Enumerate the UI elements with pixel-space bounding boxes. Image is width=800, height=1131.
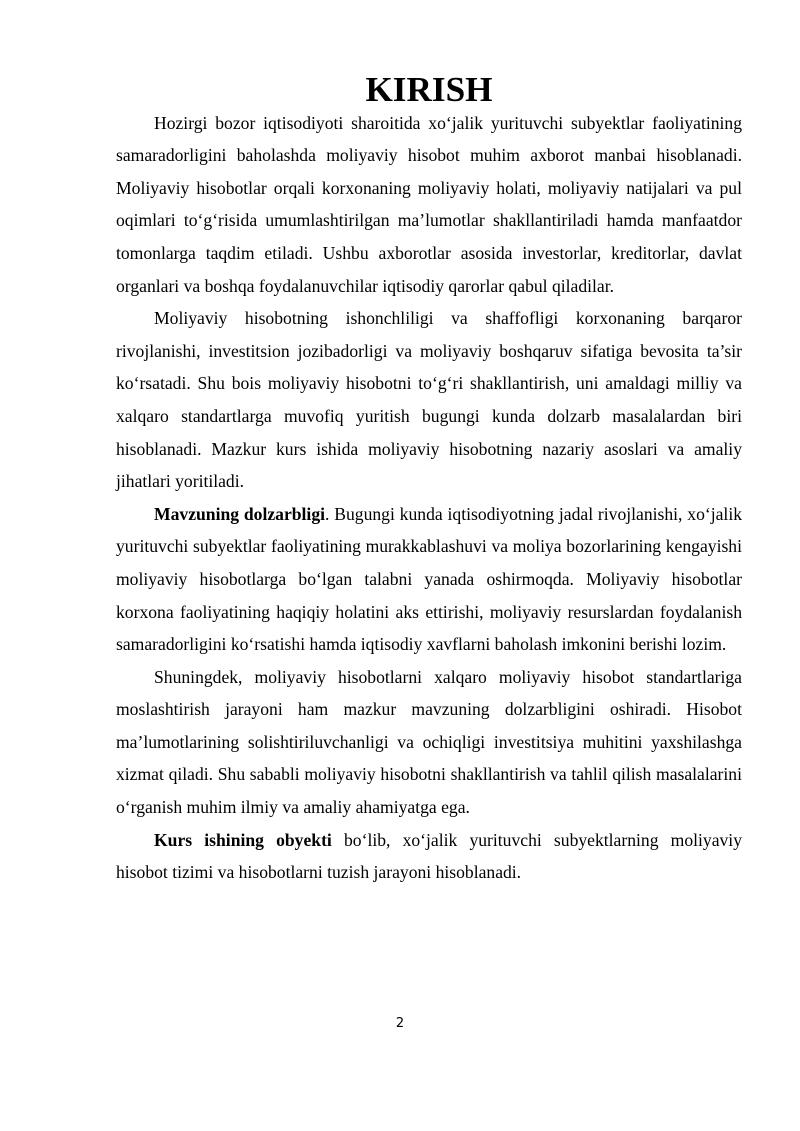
paragraph-5 <box>116 824 742 889</box>
paragraph-1 <box>116 107 742 303</box>
paragraph-text: bo‘lib, xo‘jalik yurituvchi subyektlarning moliyaviy hisobot tizimi va hisobotlarni tuzish jarayoni hisoblanadi. <box>116 829 742 883</box>
term-object: Kurs ishining obyekti <box>154 829 332 850</box>
term-relevance: Mavzuning dolzarbligi <box>154 503 326 524</box>
paragraph-text: . Bugungi kunda iqtisodiyotning jadal rivojlanishi, xo‘jalik yurituvchi subyektlar faoliyatining murakkablashuvi va moliya bozorlarining kengayishi moliyaviy hisobotlarga bo‘lgan talabni yanada oshirmoqda. Moliyaviy hisobotlar korxona faoliyatining haqiqiy holatini aks ettirishi, moliyaviy resurslardan foydalanish samaradorligini ko‘rsatishi hamda iqtisodiy xavflarni baholash imkonini berishi lozim. <box>116 503 742 655</box>
paragraph-3 <box>116 498 742 661</box>
section-title: KIRISH <box>365 70 493 109</box>
paragraph-2 <box>116 302 742 498</box>
paragraph-text: Moliyaviy hisobotning ishonchliligi va shaffofligi korxonaning barqaror rivojlanishi, investitsion jozibadorligi va moliyaviy boshqaruv sifatiga bevosita ta’sir ko‘rsatadi. Shu bois moliyaviy hisobotni to‘g‘ri shakllantirish, uni amaldagi milliy va xalqaro standartlarga muvofiq yuritish bugungi kunda dolzarb masalalardan biri hisoblanadi. Mazkur kurs ishida moliyaviy hisobotning nazariy asoslari va amaliy jihatlari yoritiladi. <box>116 308 742 492</box>
paragraph-text: Hozirgi bozor iqtisodiyoti sharoitida xo‘jalik yurituvchi subyektlar faoliyatining samaradorligini baholashda moliyaviy hisobot muhim axborot manbai hisoblanadi. Moliyaviy hisobotlar orqali korxonaning moliyaviy holati, moliyaviy natijalari va pul oqimlari to‘g‘risida umumlashtirilgan ma’lumotlar shakllantiriladi hamda manfaatdor tomonlarga taqdim etiladi. Ushbu axborotlar asosida investorlar, kreditorlar, davlat organlari va boshqa foydalanuvchilar iqtisodiy qarorlar qabul qiladilar. <box>116 112 742 296</box>
page-number: 2 <box>395 1016 405 1031</box>
paragraph-4 <box>116 661 742 824</box>
document-body <box>116 70 742 889</box>
paragraph-text: Shuningdek, moliyaviy hisobotlarni xalqaro moliyaviy hisobot standartlariga moslashtirish jarayoni ham mazkur mavzuning dolzarbligini oshiradi. Hisobot ma’lumotlarining solishtiriluvchanligi va ochiqligi investitsiya muhitini yaxshilashga xizmat qiladi. Shu sababli moliyaviy hisobotni shakllantirish va tahlil qilish masalalarini o‘rganish muhim ilmiy va amaliy ahamiyatga ega. <box>116 666 742 818</box>
